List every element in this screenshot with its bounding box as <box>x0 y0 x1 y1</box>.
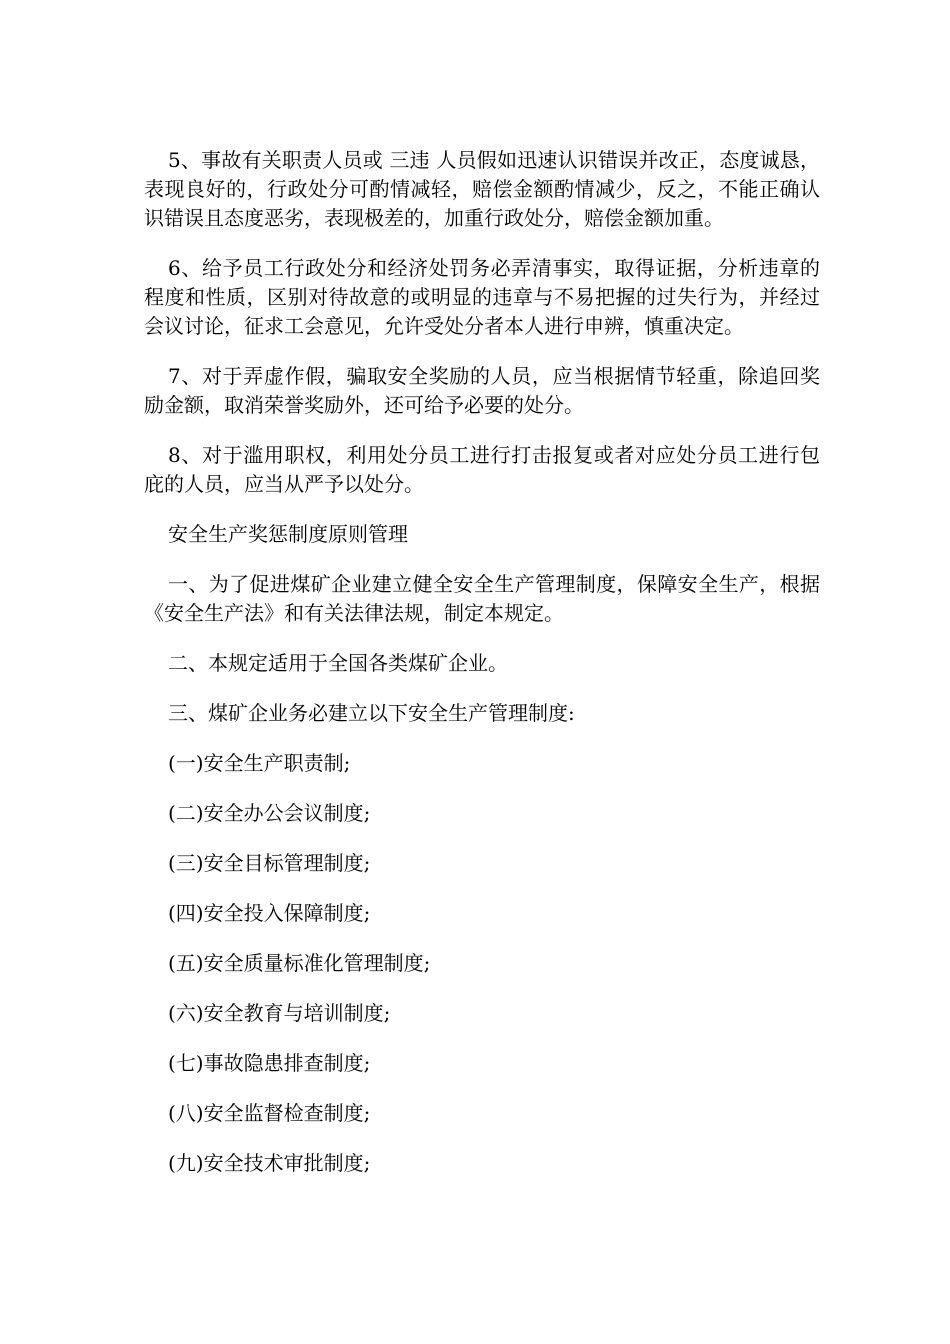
paragraph-rule-5: 5、事故有关职责人员或 三违 人员假如迅速认识错误并改正，态度诚恳，表现良好的，行政处分可酌情减轻，赔偿金额酌情减少，反之，不能正确认识错误且态度恶劣，表现极差的，加重行政处分，赔偿金额加重。 <box>144 148 820 230</box>
section-heading: 安全生产奖惩制度原则管理 <box>168 522 408 546</box>
paragraph-article-2: 二、本规定适用于全国各类煤矿企业。 <box>168 651 508 675</box>
list-item-2: (二)安全办公会议制度; <box>168 801 371 825</box>
paragraph-rule-6: 6、给予员工行政处分和经济处罚务必弄清事实，取得证据，分析违章的程度和性质，区别对待故意的或明显的违章与不易把握的过失行为，并经过会议讨论，征求工会意见，允许受处分者本人进行申辨，慎重决定。 <box>144 256 820 338</box>
paragraph-article-3: 三、煤矿企业务必建立以下安全生产管理制度: <box>168 701 575 725</box>
document-body <box>144 146 820 1199</box>
list-item-7: (七)事故隐患排查制度; <box>168 1051 371 1075</box>
paragraph-rule-7: 7、对于弄虚作假，骗取安全奖励的人员，应当根据情节轻重，除追回奖励金额，取消荣誉奖励外，还可给予必要的处分。 <box>144 364 820 417</box>
list-item-6: (六)安全教育与培训制度; <box>168 1001 391 1025</box>
list-item-8: (八)安全监督检查制度; <box>168 1101 371 1125</box>
list-item-9: (九)安全技术审批制度; <box>168 1151 371 1175</box>
paragraph-article-1: 一、为了促进煤矿企业建立健全安全生产管理制度，保障安全生产，根据《安全生产法》和有关法律法规，制定本规定。 <box>144 572 820 625</box>
list-item-3: (三)安全目标管理制度; <box>168 851 371 875</box>
list-item-5: (五)安全质量标准化管理制度; <box>168 951 431 975</box>
paragraph-rule-8: 8、对于滥用职权，利用处分员工进行打击报复或者对应处分员工进行包庇的人员，应当从严予以处分。 <box>144 443 820 496</box>
list-item-1: (一)安全生产职责制; <box>168 751 351 775</box>
list-item-4: (四)安全投入保障制度; <box>168 901 371 925</box>
